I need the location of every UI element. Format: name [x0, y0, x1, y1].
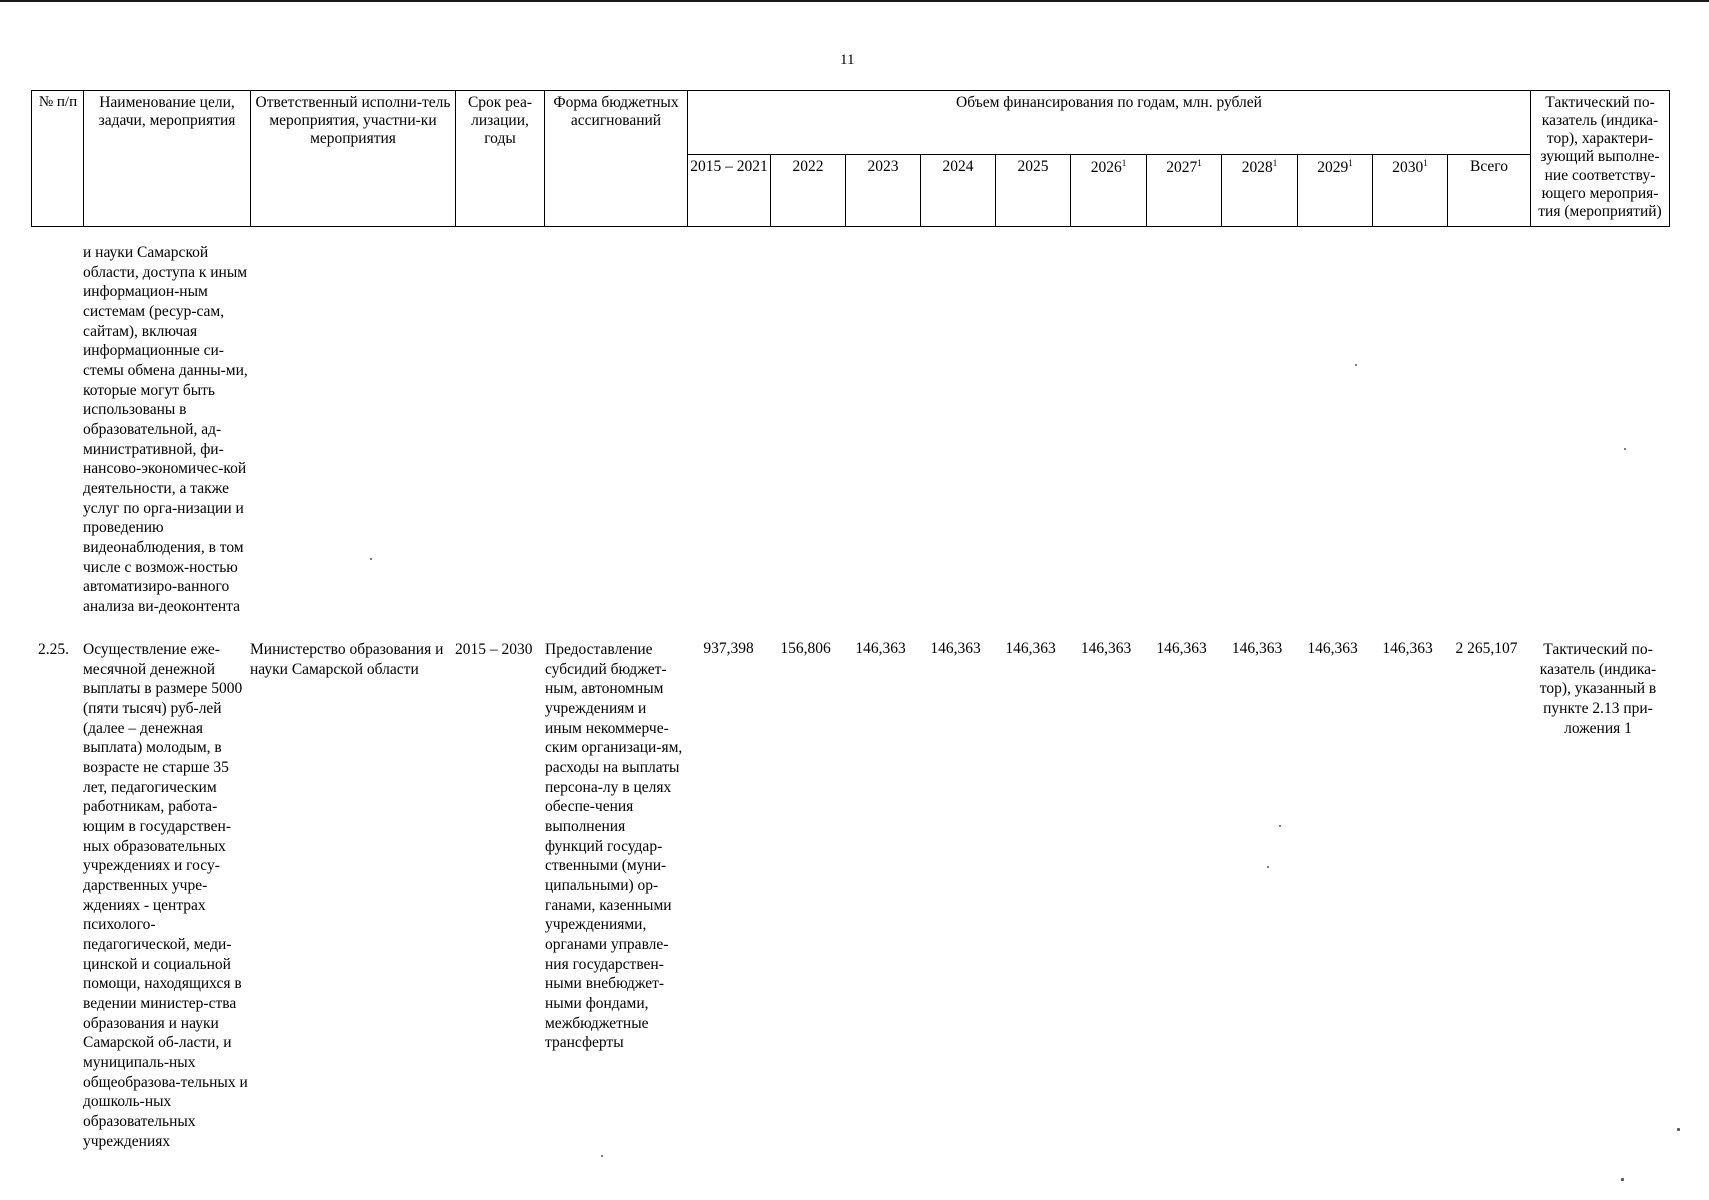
scan-top-edge	[0, 0, 1709, 2]
row-indicator: Тактический по-казатель (индика-тор), указанный в пункте 2.13 при-ложения 1	[1539, 641, 1657, 737]
scan-speck	[1279, 825, 1281, 827]
scan-speck	[370, 558, 372, 560]
value-2022: 156,806	[780, 640, 831, 657]
scan-speck	[1624, 448, 1626, 450]
row-executor: Министерство образования и науки Самарской области	[250, 641, 444, 678]
scan-speck	[1355, 364, 1357, 366]
year-header: 2026$^1$	[1071, 155, 1147, 227]
year-header: 2024	[921, 155, 996, 227]
year-header: 2022	[771, 155, 846, 227]
year-header: 2025	[996, 155, 1071, 227]
col-header-form: Форма бюджетных ассигнований	[545, 91, 688, 227]
col-header-executor: Ответственный исполни-тель мероприятия, участни-ки мероприятия	[251, 91, 456, 227]
row-form: Предоставление субсидий бюджет-ным, автономным учреждениям и иным некоммерче-ским организаци-ям, расходы на выплаты персона-лу в целях обеспе-чения выполнения функций государ-ственными (муни-ципальными) ор-ганами, казенными учреждениями, органами управле-ния государствен-ными внебюджет-ными фондами, межбюджетные трансферты	[545, 641, 683, 1052]
value-total: 2 265,107	[1455, 640, 1518, 657]
col-header-volume: Объем финансирования по годам, млн. рублей	[688, 91, 1531, 155]
year-header: Всего	[1448, 155, 1531, 227]
row-name: Осуществление еже-месячной денежной выплаты в размере 5000 (пяти тысяч) руб-лей (далее – денежная выплата) молодым, в возрасте не старше 35 лет, педагогическим работникам, работа-ющим в государствен-ных образовательных учреждениях и госу-дарственных учре-ждениях - центрах психолого-педагогической, меди-цинской и социальной помощи, находящихся в ведении министер-ства образования и науки Самарской об-ласти, и муниципаль-ных общеобразова-тельных и дошколь-ных образовательных учреждениях	[83, 641, 248, 1150]
year-header: 2028$^1$	[1222, 155, 1298, 227]
row-period: 2015 – 2030	[455, 641, 533, 658]
value-2024: 146,363	[930, 640, 981, 657]
value-2027: 146,363	[1156, 640, 1207, 657]
col-header-num: № п/п	[32, 91, 84, 227]
value-2025: 146,363	[1005, 640, 1056, 657]
row-continuation-name: и науки Самарской области, доступа к иным информацион-ным системам (ресур-сам, сайтам), включая информационные си-стемы обмена данны-ми, которые могут быть использованы в образовательной, ад-министративной, фи-нансово-экономичес-кой деятельности, а также услуг по орга-низации и проведению видеонаблюдения, в том числе с возмож-ностью автоматизиро-ванного анализа ви-деоконтента	[83, 244, 248, 616]
scan-speck	[1677, 1128, 1680, 1131]
col-header-indicator: Тактический по-казатель (индика-тор), характери-зующий выполне-ние соответству-ющего мероприя-тия (мероприятий)	[1531, 91, 1670, 227]
value-2030: 146,363	[1382, 640, 1433, 657]
year-header: 2030$^1$	[1373, 155, 1448, 227]
scan-speck	[601, 1155, 603, 1157]
year-header: 2023	[846, 155, 921, 227]
col-header-period: Срок реа-лизации, годы	[456, 91, 545, 227]
year-header: 2029$^1$	[1298, 155, 1373, 227]
value-2029: 146,363	[1307, 640, 1358, 657]
scan-speck	[1267, 866, 1269, 868]
page-number: 11	[840, 52, 855, 68]
value-2015-2021: 937,398	[703, 640, 754, 657]
value-2023: 146,363	[855, 640, 906, 657]
table-header	[31, 90, 1670, 227]
scan-speck	[1621, 1178, 1624, 1181]
value-2026: 146,363	[1080, 640, 1132, 657]
value-2028: 146,363	[1231, 640, 1283, 657]
row-number: 2.25.	[38, 641, 69, 658]
col-header-name: Наименование цели, задачи, мероприятия	[84, 91, 251, 227]
year-header: 2027$^1$	[1147, 155, 1222, 227]
year-header: 2015 – 2021	[688, 155, 771, 227]
